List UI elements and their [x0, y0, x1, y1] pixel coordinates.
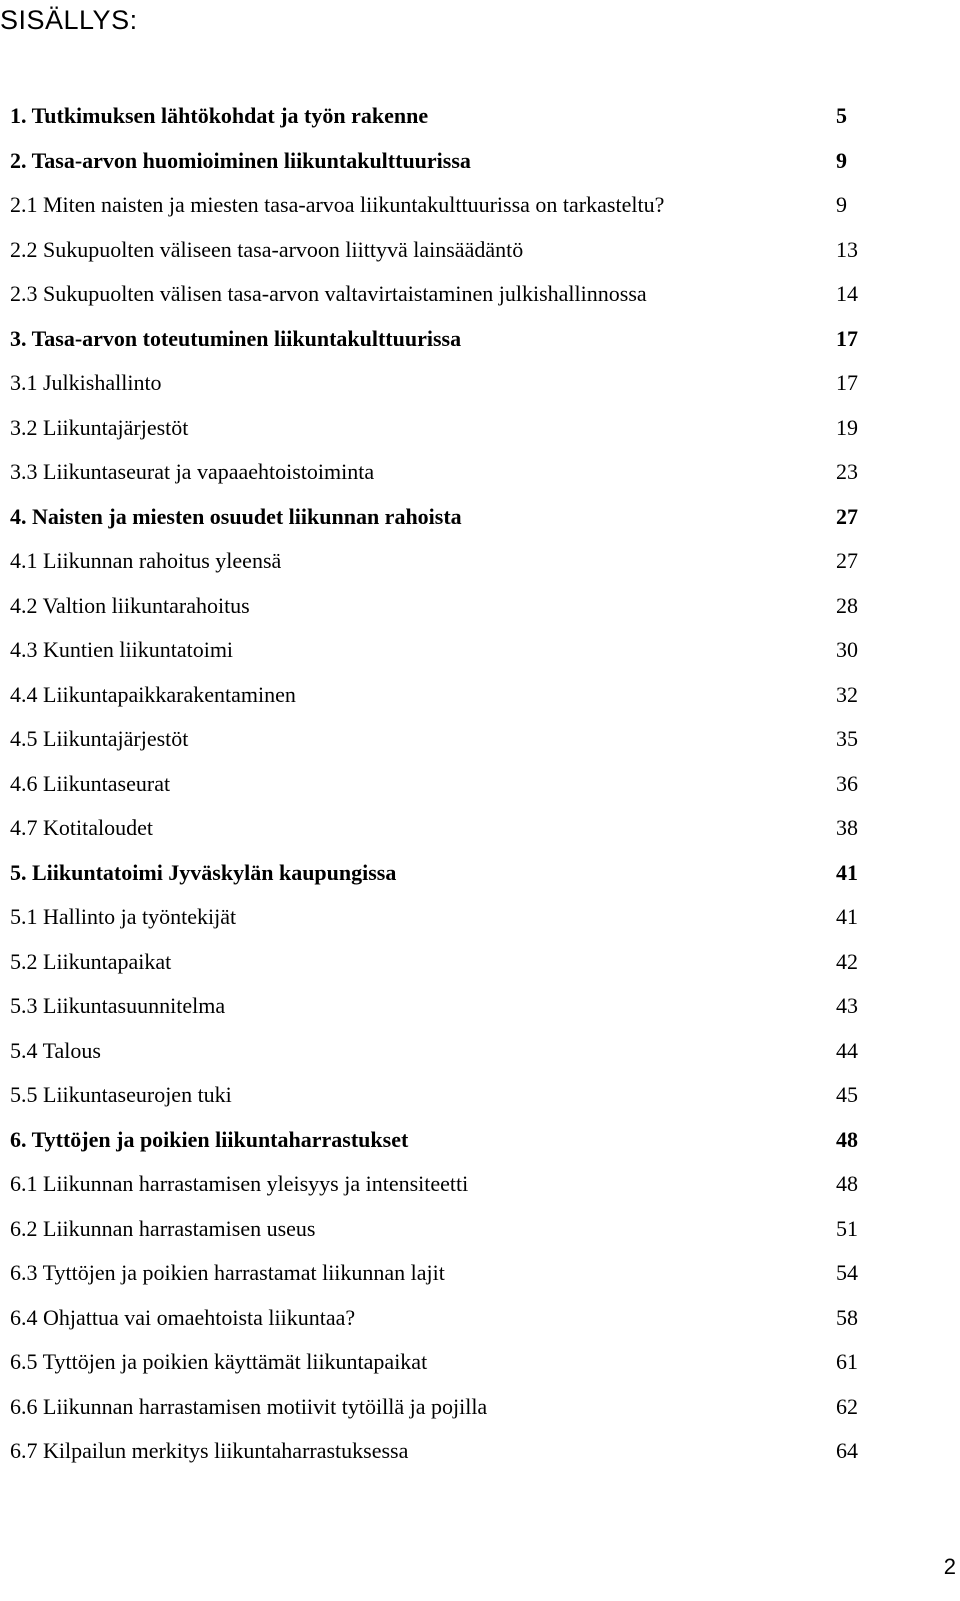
toc-chapter-row	[10, 326, 870, 371]
toc-entry-title: 5.3 Liikuntasuunnitelma	[10, 993, 226, 1018]
toc-section-row	[10, 1349, 870, 1394]
toc-entry-page: 35	[836, 726, 858, 751]
toc-entry-page: 64	[836, 1438, 858, 1463]
toc-entry-page: 48	[836, 1171, 858, 1196]
toc-section-row	[10, 726, 870, 771]
toc-entry-page: 9	[836, 147, 847, 173]
toc-entry-page: 61	[836, 1349, 858, 1374]
toc-entry-title: 4.6 Liikuntaseurat	[10, 770, 171, 796]
toc-entry-title: 6.7 Kilpailun merkitys liikuntaharrastuksessa	[10, 1438, 409, 1463]
toc-entry-title: 6.6 Liikunnan harrastamisen motiivit tytöillä ja pojilla	[10, 1393, 488, 1419]
toc-section-row	[10, 815, 870, 860]
toc-entry-title: 5.5 Liikuntaseurojen tuki	[10, 1082, 232, 1107]
toc-entry-title: 6. Tyttöjen ja poikien liikuntaharrastukset	[10, 1126, 409, 1152]
toc-section-row	[10, 281, 870, 326]
toc-entry-page: 62	[836, 1393, 858, 1419]
toc-entry-title: 2.3 Sukupuolten välisen tasa-arvon valtavirtaistaminen julkishallinnossa	[10, 281, 647, 306]
toc-entry-title: 2.2 Sukupuolten väliseen tasa-arvoon liittyvä lainsäädäntö	[10, 236, 524, 262]
page-title: SISÄLLYS:	[0, 5, 138, 35]
toc-entry-page: 43	[836, 993, 858, 1018]
toc-section-row	[10, 682, 870, 727]
toc-chapter-row	[10, 504, 870, 549]
toc-entry-title: 4.2 Valtion liikuntarahoitus	[10, 592, 250, 618]
toc-entry-page: 17	[836, 325, 858, 351]
toc-entry-page: 27	[836, 548, 858, 573]
toc-chapter-row	[10, 860, 870, 905]
toc-entry-page: 9	[836, 192, 847, 217]
toc-entry-title: 4.7 Kotitaloudet	[10, 815, 153, 840]
toc-entry-title: 5. Liikuntatoimi Jyväskylän kaupungissa	[10, 859, 397, 885]
toc-entry-page: 48	[836, 1126, 858, 1152]
toc-section-row	[10, 415, 870, 460]
toc-entry-title: 4.4 Liikuntapaikkarakentaminen	[10, 681, 296, 707]
toc-entry-page: 51	[836, 1215, 858, 1241]
toc-section-row	[10, 459, 870, 504]
toc-section-row	[10, 637, 870, 682]
toc-section-row	[10, 1038, 870, 1083]
toc-section-row	[10, 370, 870, 415]
toc-section-row	[10, 192, 870, 237]
toc-section-row	[10, 548, 870, 593]
toc-entry-page: 36	[836, 770, 858, 796]
toc-section-row	[10, 1171, 870, 1216]
toc-section-row	[10, 1260, 870, 1305]
toc-entry-page: 58	[836, 1304, 858, 1330]
toc-section-row	[10, 949, 870, 994]
toc-entry-page: 54	[836, 1260, 858, 1285]
toc-entry-title: 6.2 Liikunnan harrastamisen useus	[10, 1215, 316, 1241]
toc-entry-page: 17	[836, 370, 858, 395]
toc-section-row	[10, 1082, 870, 1127]
table-of-contents	[10, 103, 870, 1483]
toc-entry-title: 3.2 Liikuntajärjestöt	[10, 414, 189, 440]
toc-section-row	[10, 593, 870, 638]
toc-entry-title: 6.3 Tyttöjen ja poikien harrastamat liikunnan lajit	[10, 1260, 445, 1285]
toc-entry-page: 19	[836, 414, 858, 440]
toc-entry-page: 28	[836, 592, 858, 618]
toc-entry-title: 3.3 Liikuntaseurat ja vapaaehtoistoiminta	[10, 459, 375, 484]
toc-entry-title: 4.5 Liikuntajärjestöt	[10, 726, 189, 751]
toc-entry-title: 2. Tasa-arvon huomioiminen liikuntakulttuurissa	[10, 147, 471, 173]
toc-entry-title: 2.1 Miten naisten ja miesten tasa-arvoa liikuntakulttuurissa on tarkasteltu?	[10, 192, 665, 217]
toc-section-row	[10, 237, 870, 282]
toc-section-row	[10, 1305, 870, 1350]
toc-entry-page: 42	[836, 948, 858, 974]
toc-entry-title: 5.1 Hallinto ja työntekijät	[10, 904, 237, 929]
toc-chapter-row	[10, 148, 870, 193]
toc-section-row	[10, 1216, 870, 1261]
toc-entry-page: 13	[836, 236, 858, 262]
toc-entry-page: 30	[836, 637, 858, 662]
toc-entry-title: 5.4 Talous	[10, 1037, 101, 1063]
toc-section-row	[10, 1438, 870, 1483]
toc-entry-title: 6.5 Tyttöjen ja poikien käyttämät liikuntapaikat	[10, 1349, 428, 1374]
toc-entry-page: 14	[836, 281, 858, 306]
toc-entry-title: 6.4 Ohjattua vai omaehtoista liikuntaa?	[10, 1304, 356, 1330]
toc-entry-page: 23	[836, 459, 858, 484]
toc-entry-title: 4.1 Liikunnan rahoitus yleensä	[10, 548, 282, 573]
toc-entry-page: 5	[836, 103, 847, 128]
toc-entry-title: 6.1 Liikunnan harrastamisen yleisyys ja intensiteetti	[10, 1171, 469, 1196]
toc-entry-title: 5.2 Liikuntapaikat	[10, 948, 172, 974]
toc-section-row	[10, 993, 870, 1038]
toc-chapter-row	[10, 103, 870, 148]
toc-entry-page: 41	[836, 904, 858, 929]
toc-entry-page: 32	[836, 681, 858, 707]
toc-entry-page: 41	[836, 859, 858, 885]
toc-chapter-row	[10, 1127, 870, 1172]
toc-entry-page: 38	[836, 815, 858, 840]
toc-section-row	[10, 771, 870, 816]
toc-entry-title: 1. Tutkimuksen lähtökohdat ja työn rakenne	[10, 103, 429, 128]
toc-entry-title: 3.1 Julkishallinto	[10, 370, 162, 395]
toc-entry-title: 4. Naisten ja miesten osuudet liikunnan rahoista	[10, 503, 462, 529]
page-number: 2	[943, 1554, 956, 1579]
toc-section-row	[10, 904, 870, 949]
toc-entry-page: 27	[836, 503, 858, 529]
toc-entry-title: 3. Tasa-arvon toteutuminen liikuntakulttuurissa	[10, 325, 462, 351]
toc-entry-page: 44	[836, 1037, 858, 1063]
toc-entry-page: 45	[836, 1082, 858, 1107]
toc-entry-title: 4.3 Kuntien liikuntatoimi	[10, 637, 234, 662]
toc-section-row	[10, 1394, 870, 1439]
